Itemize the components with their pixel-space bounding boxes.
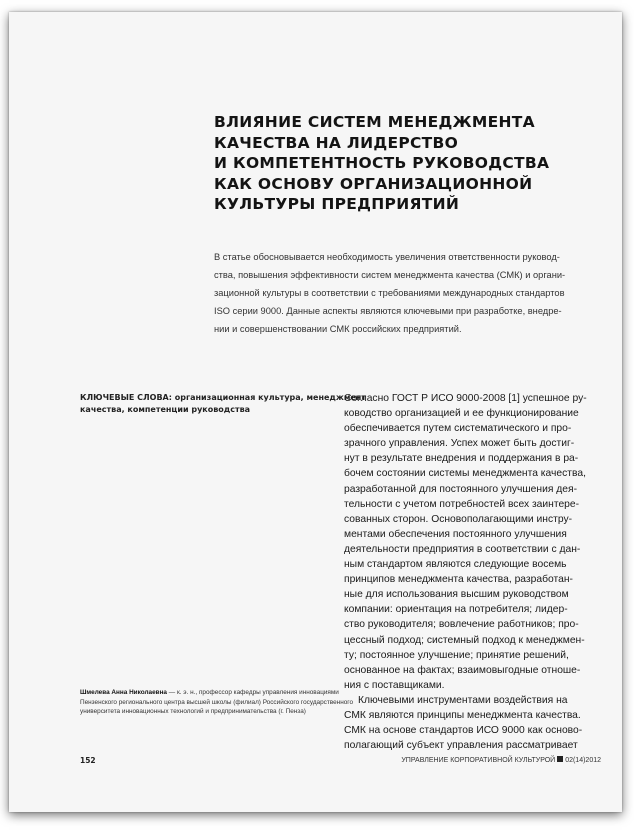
- body-line: обеспечивается путем систематического и про-: [344, 423, 572, 435]
- author-line: [80, 688, 340, 698]
- body-line: ту; постоянное улучшение; принятие решений,: [344, 649, 569, 661]
- body-line: бочем состоянии системы менеджмента качества,: [344, 468, 586, 480]
- keywords-line: качества, компетенции руководства: [80, 404, 251, 414]
- body-line: деятельности предприятия в соответствии с дан-: [344, 543, 581, 555]
- body-line: СМК на основе стандартов ИСО 9000 как осново-: [344, 725, 583, 737]
- abstract-line: нии и совершенствовании СМК российских предприятий.: [214, 324, 462, 334]
- body-line: принципов менеджмента качества, разработан-: [344, 574, 573, 586]
- article-title: [214, 112, 604, 215]
- body-line: ным стандартом являются следующие восемь: [344, 559, 567, 571]
- page-number: 152: [80, 756, 96, 765]
- body-line: компании: ориентация на потребителя; лидер-: [344, 604, 568, 616]
- author-name: Шмелева Анна Николаевна: [80, 689, 167, 696]
- body-line: цессный подход; системный подход к менеджмен-: [344, 634, 585, 646]
- abstract-line: ства, повышения эффективности систем менеджмента качества (СМК) и органи-: [214, 270, 566, 280]
- running-footer: [401, 756, 601, 764]
- body-line: ководство организацией и ее функционирование: [344, 408, 579, 420]
- author-line: университета инновационных технологий и предпринимательства (г. Пенза): [80, 708, 306, 716]
- body-line: Ключевыми инструментами воздействия на: [358, 694, 568, 706]
- author-info: [80, 688, 354, 717]
- abstract: [214, 248, 599, 338]
- body-line: тельности с учетом потребностей всех заинтере-: [344, 498, 580, 510]
- title-line: КАЧЕСТВА НА ЛИДЕРСТВО: [214, 133, 459, 152]
- body-line: ство руководителя; вовлечение работников; про-: [344, 619, 579, 631]
- keywords-line: КЛЮЧЕВЫЕ СЛОВА: организационная культура, менеджмент: [80, 393, 366, 402]
- body-line: СМК являются принципы менеджмента качества.: [344, 709, 581, 721]
- abstract-line: зационной культуры в соответствии с требованиями международных стандартов: [214, 288, 565, 298]
- body-line: основанное на фактах; взаимовыгодные отноше-: [344, 664, 581, 676]
- body-line: ные для использования высшим руководством: [344, 589, 569, 601]
- body-line: зрачного управления. Успех может быть достиг-: [344, 438, 575, 450]
- author-line: Пензенского регионального центра высшей школы (филиал) Российского государственного: [80, 698, 354, 706]
- body-line: сованных сторон. Основополагающими инстру-: [344, 513, 573, 525]
- abstract-line: ISO серии 9000. Данные аспекты являются ключевыми при разработке, внедре-: [214, 306, 562, 316]
- body-line: полагающий субъект управления рассматривает: [344, 740, 578, 752]
- keywords: [80, 392, 366, 415]
- journal-page: [9, 12, 622, 812]
- title-line: КУЛЬТУРЫ ПРЕДПРИЯТИЙ: [214, 195, 460, 213]
- issue-number: 02(14)2012: [565, 757, 601, 764]
- title-line: И КОМПЕТЕНТНОСТЬ РУКОВОДСТВА: [214, 154, 550, 172]
- square-bullet-icon: [557, 756, 563, 762]
- title-line: ВЛИЯНИЕ СИСТЕМ МЕНЕДЖМЕНТА: [214, 113, 535, 131]
- article-body: [344, 391, 604, 753]
- journal-name: УПРАВЛЕНИЕ КОРПОРАТИВНОЙ КУЛЬТУРОЙ: [401, 757, 556, 764]
- body-line: ния с поставщиками.: [344, 679, 445, 691]
- body-line: разработанной для постоянного улучшения дея-: [344, 483, 578, 495]
- title-line: КАК ОСНОВУ ОРГАНИЗАЦИОННОЙ: [214, 174, 533, 193]
- body-line: Согласно ГОСТ Р ИСО 9000-2008 [1] успешное ру-: [344, 393, 587, 404]
- abstract-line: В статье обосновывается необходимость увеличения ответственности руковод-: [214, 252, 560, 262]
- author-position: — к. э. н., профессор кафедры управления инновациями: [167, 689, 339, 696]
- body-line: нут в результате внедрения и поддержания в ра-: [344, 453, 579, 465]
- body-line: ментами обеспечения постоянного улучшения: [344, 528, 567, 540]
